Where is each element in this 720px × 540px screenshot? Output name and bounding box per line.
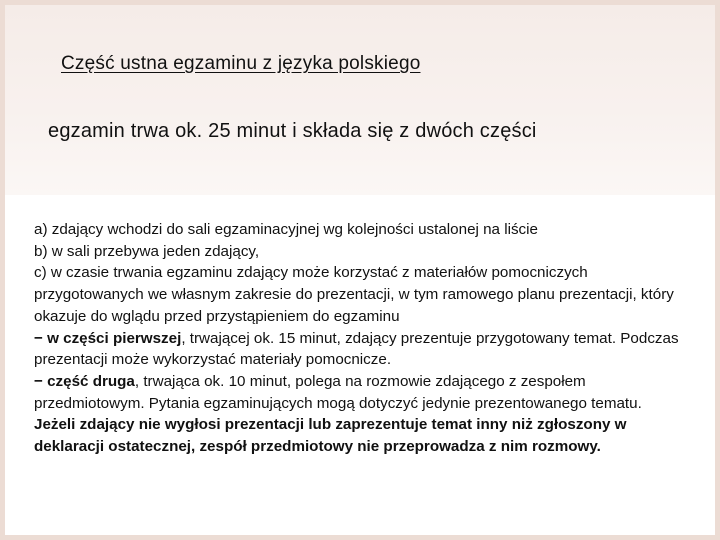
item-a: a) zdający wchodzi do sali egzaminacyjnej wg kolejności ustalonej na liście: [34, 221, 538, 238]
part-two-text: , trwająca ok. 10 minut, polega na rozmowie zdającego z zespołem przedmiotowym. Pytania egzaminujących mogą dotyczyć jedynie prezentowanego tematu.: [34, 372, 642, 412]
slide-title: Część ustna egzaminu z języka polskiego: [61, 53, 421, 74]
part-one-label: − w części pierwszej: [34, 329, 182, 347]
part-one-text: , trwającej ok. 15 minut, zdający prezentuje przygotowany temat. Podczas prezentacji może wykorzystać materiały pomocnicze.: [34, 329, 679, 369]
part-one-paragraph: [34, 328, 684, 371]
item-c: c) w czasie trwania egzaminu zdający może korzystać z materiałów pomocniczych przygotowanych we własnym zakresie do prezentacji, w tym ramowego planu prezentacji, który okazuje do wglądu przed przystąpieniem do egzaminu: [34, 264, 674, 325]
slide-body: [34, 219, 684, 458]
part-two-paragraph: [34, 371, 684, 458]
part-two-label: − część druga: [34, 372, 135, 390]
header-band: [5, 5, 715, 195]
part-two-warning: Jeżeli zdający nie wygłosi prezentacji lub zaprezentuje temat inny niż zgłoszony w deklaracji ostatecznej, zespół przedmiotowy nie przeprowadza z nim rozmowy.: [34, 416, 627, 456]
slide-subtitle: egzamin trwa ok. 25 minut i składa się z dwóch części: [48, 120, 537, 142]
item-b: b) w sali przebywa jeden zdający,: [34, 242, 260, 260]
